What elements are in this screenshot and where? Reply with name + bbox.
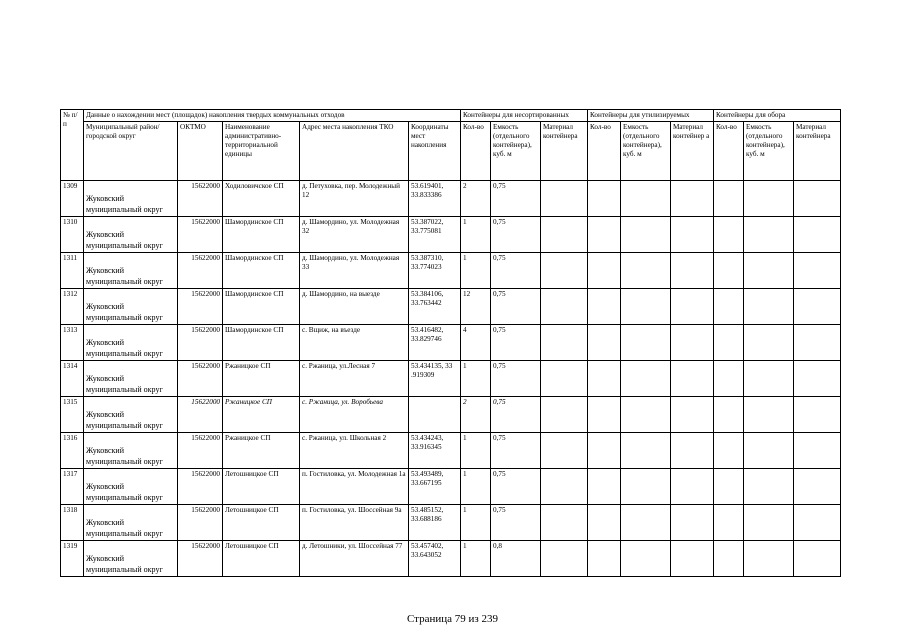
oktmo-cell: 15622000 <box>178 361 223 397</box>
container-count-cell: 2 <box>461 181 491 217</box>
territory-cell: Шамординское СП <box>223 253 300 289</box>
table-row <box>61 433 841 469</box>
empty-cell <box>794 469 841 505</box>
empty-cell <box>621 541 671 577</box>
coords-cell: 53.387022, 33.775081 <box>409 217 461 253</box>
coords-cell: 53.434243, 33.916345 <box>409 433 461 469</box>
table-row <box>61 325 841 361</box>
empty-cell <box>714 253 744 289</box>
empty-cell <box>621 325 671 361</box>
oktmo-cell: 15622000 <box>178 217 223 253</box>
municipality-cell: Жуковский муниципальный округ <box>84 505 178 541</box>
empty-cell <box>588 397 621 433</box>
empty-cell <box>541 217 588 253</box>
container-count-cell: 4 <box>461 325 491 361</box>
container-volume-cell: 0,75 <box>491 217 541 253</box>
header-oktmo: ОКТМО <box>178 122 223 181</box>
empty-cell <box>588 361 621 397</box>
header-territory: Наименование административно-территориальной единицы <box>223 122 300 181</box>
territory-cell: Летошницкое СП <box>223 541 300 577</box>
empty-cell <box>588 505 621 541</box>
municipality-cell: Жуковский муниципальный округ <box>84 325 178 361</box>
empty-cell <box>744 469 794 505</box>
empty-cell <box>588 325 621 361</box>
empty-cell <box>714 217 744 253</box>
container-count-cell: 1 <box>461 469 491 505</box>
empty-cell <box>794 181 841 217</box>
municipality-cell: Жуковский муниципальный округ <box>84 469 178 505</box>
empty-cell <box>744 541 794 577</box>
empty-cell <box>794 433 841 469</box>
address-cell: п. Гостиловка, ул. Молодежная 1а <box>300 469 409 505</box>
oktmo-cell: 15622000 <box>178 325 223 361</box>
empty-cell <box>588 289 621 325</box>
empty-cell <box>714 397 744 433</box>
empty-cell <box>541 469 588 505</box>
empty-cell <box>541 289 588 325</box>
empty-cell <box>588 253 621 289</box>
empty-cell <box>588 541 621 577</box>
address-cell: д. Шамордино, ул. Молодежная 32 <box>300 217 409 253</box>
empty-cell <box>714 505 744 541</box>
container-volume-cell: 0,75 <box>491 361 541 397</box>
header-location-group: Данные о нахождении мест (площадок) накопления твердых коммунальных отходов <box>84 110 461 122</box>
coords-cell: 53.457402, 33.643052 <box>409 541 461 577</box>
empty-cell <box>588 181 621 217</box>
address-cell: с. Ржаница, ул.Лесная 7 <box>300 361 409 397</box>
header-c-count: Кол-во <box>714 122 744 181</box>
header-c-volume: Емкость (отдельного контейнера), куб. м <box>744 122 794 181</box>
container-count-cell: 1 <box>461 541 491 577</box>
header-r-volume: Емкость (отдельного контейнера), куб. м <box>621 122 671 181</box>
container-count-cell: 1 <box>461 253 491 289</box>
empty-cell <box>744 325 794 361</box>
empty-cell <box>541 541 588 577</box>
empty-cell <box>541 505 588 541</box>
territory-cell: Летошницкое СП <box>223 505 300 541</box>
header-collect-group: Контейнеры для обора <box>714 110 841 122</box>
coords-cell <box>409 397 461 433</box>
row-number: 1316 <box>61 433 84 469</box>
address-cell: с. Вщиж, на въезде <box>300 325 409 361</box>
municipality-cell: Жуковский муниципальный округ <box>84 253 178 289</box>
table-row <box>61 361 841 397</box>
empty-cell <box>744 361 794 397</box>
empty-cell <box>621 289 671 325</box>
territory-cell: Шамординское СП <box>223 289 300 325</box>
row-number: 1314 <box>61 361 84 397</box>
header-num: № п/п <box>61 110 84 181</box>
header-u-material: Материал контейнера <box>541 122 588 181</box>
empty-cell <box>621 433 671 469</box>
empty-cell <box>714 541 744 577</box>
empty-cell <box>541 397 588 433</box>
territory-cell: Летошницкое СП <box>223 469 300 505</box>
header-row-groups <box>61 110 841 122</box>
row-number: 1310 <box>61 217 84 253</box>
empty-cell <box>541 181 588 217</box>
empty-cell <box>714 433 744 469</box>
empty-cell <box>541 433 588 469</box>
address-cell: п. Гостиловка, ул. Шоссейная 9а <box>300 505 409 541</box>
empty-cell <box>744 253 794 289</box>
empty-cell <box>794 397 841 433</box>
empty-cell <box>744 433 794 469</box>
empty-cell <box>794 253 841 289</box>
container-volume-cell: 0,75 <box>491 397 541 433</box>
empty-cell <box>794 361 841 397</box>
coords-cell: 53.387310, 33.774023 <box>409 253 461 289</box>
address-cell: д. Шамордино, на выезде <box>300 289 409 325</box>
coords-cell: 53.619401, 33.833386 <box>409 181 461 217</box>
empty-cell <box>621 397 671 433</box>
territory-cell: Шамординское СП <box>223 217 300 253</box>
header-municipality: Муниципальный район/городской округ <box>84 122 178 181</box>
row-number: 1318 <box>61 505 84 541</box>
header-address: Адрес места накопления ТКО <box>300 122 409 181</box>
empty-cell <box>671 217 714 253</box>
table-row <box>61 217 841 253</box>
oktmo-cell: 15622000 <box>178 181 223 217</box>
oktmo-cell: 15622000 <box>178 433 223 469</box>
municipality-cell: Жуковский муниципальный округ <box>84 217 178 253</box>
row-number: 1315 <box>61 397 84 433</box>
table-row <box>61 541 841 577</box>
container-count-cell: 1 <box>461 217 491 253</box>
header-unsorted-group: Контейнеры для несортированных <box>461 110 588 122</box>
coords-cell: 53.384106, 33.763442 <box>409 289 461 325</box>
header-r-material: Материал контейнер а <box>671 122 714 181</box>
row-number: 1309 <box>61 181 84 217</box>
empty-cell <box>621 253 671 289</box>
table-row <box>61 181 841 217</box>
address-cell: д. Шамордино, ул. Молодежная 33 <box>300 253 409 289</box>
container-volume-cell: 0,75 <box>491 469 541 505</box>
empty-cell <box>671 505 714 541</box>
empty-cell <box>588 433 621 469</box>
territory-cell: Ржаницкое СП <box>223 397 300 433</box>
address-cell: д. Петуховка, пер. Молодежный 12 <box>300 181 409 217</box>
municipality-cell: Жуковский муниципальный округ <box>84 397 178 433</box>
empty-cell <box>588 469 621 505</box>
oktmo-cell: 15622000 <box>178 253 223 289</box>
table-row <box>61 289 841 325</box>
row-number: 1317 <box>61 469 84 505</box>
table-row <box>61 397 841 433</box>
header-recycle-group: Контейнеры для утилизируемых <box>588 110 714 122</box>
coords-cell: 53.416482, 33.829746 <box>409 325 461 361</box>
container-count-cell: 12 <box>461 289 491 325</box>
header-u-count: Кол-во <box>461 122 491 181</box>
container-count-cell: 1 <box>461 361 491 397</box>
coords-cell: 53.493489, 33.667195 <box>409 469 461 505</box>
territory-cell: Ржаницкое СП <box>223 361 300 397</box>
empty-cell <box>794 217 841 253</box>
header-row-columns <box>61 122 841 181</box>
empty-cell <box>794 289 841 325</box>
empty-cell <box>744 289 794 325</box>
row-number: 1313 <box>61 325 84 361</box>
page-footer: Страница 79 из 239 <box>406 613 499 625</box>
empty-cell <box>714 469 744 505</box>
container-count-cell: 2 <box>461 397 491 433</box>
empty-cell <box>671 397 714 433</box>
empty-cell <box>621 181 671 217</box>
empty-cell <box>588 217 621 253</box>
empty-cell <box>621 217 671 253</box>
territory-cell: Ходиловичское СП <box>223 181 300 217</box>
oktmo-cell: 15622000 <box>178 469 223 505</box>
empty-cell <box>671 469 714 505</box>
row-number: 1312 <box>61 289 84 325</box>
header-c-material: Материал контейнера <box>794 122 841 181</box>
empty-cell <box>794 541 841 577</box>
empty-cell <box>744 505 794 541</box>
empty-cell <box>621 469 671 505</box>
empty-cell <box>744 397 794 433</box>
empty-cell <box>671 181 714 217</box>
oktmo-cell: 15622000 <box>178 397 223 433</box>
oktmo-cell: 15622000 <box>178 505 223 541</box>
table-row <box>61 469 841 505</box>
address-cell: с. Ржаница, ул. Школьная 2 <box>300 433 409 469</box>
empty-cell <box>671 253 714 289</box>
empty-cell <box>794 325 841 361</box>
container-volume-cell: 0,75 <box>491 289 541 325</box>
oktmo-cell: 15622000 <box>178 289 223 325</box>
header-r-count: Кол-во <box>588 122 621 181</box>
container-volume-cell: 0,75 <box>491 433 541 469</box>
empty-cell <box>541 325 588 361</box>
table-row <box>61 505 841 541</box>
address-cell: д. Летошники, ул. Шоссейная 77 <box>300 541 409 577</box>
container-count-cell: 1 <box>461 433 491 469</box>
container-volume-cell: 0,8 <box>491 541 541 577</box>
address-cell: с. Ржаница, ул. Воробьева <box>300 397 409 433</box>
municipality-cell: Жуковский муниципальный округ <box>84 181 178 217</box>
municipality-cell: Жуковский муниципальный округ <box>84 433 178 469</box>
municipality-cell: Жуковский муниципальный округ <box>84 289 178 325</box>
oktmo-cell: 15622000 <box>178 541 223 577</box>
empty-cell <box>744 181 794 217</box>
empty-cell <box>621 505 671 541</box>
header-u-volume: Емкость (отдельного контейнера), куб. м <box>491 122 541 181</box>
empty-cell <box>714 361 744 397</box>
container-volume-cell: 0,75 <box>491 181 541 217</box>
municipality-cell: Жуковский муниципальный округ <box>84 541 178 577</box>
empty-cell <box>794 505 841 541</box>
empty-cell <box>541 253 588 289</box>
empty-cell <box>671 361 714 397</box>
empty-cell <box>671 433 714 469</box>
empty-cell <box>714 181 744 217</box>
territory-cell: Шамординское СП <box>223 325 300 361</box>
empty-cell <box>671 325 714 361</box>
container-volume-cell: 0,75 <box>491 505 541 541</box>
coords-cell: 53.485152, 33.688186 <box>409 505 461 541</box>
empty-cell <box>671 289 714 325</box>
container-volume-cell: 0,75 <box>491 253 541 289</box>
header-coords: Координаты мест накопления <box>409 122 461 181</box>
empty-cell <box>621 361 671 397</box>
container-count-cell: 1 <box>461 505 491 541</box>
coords-cell: 53.434135, 33 .919309 <box>409 361 461 397</box>
empty-cell <box>714 289 744 325</box>
territory-cell: Ржаницкое СП <box>223 433 300 469</box>
empty-cell <box>671 541 714 577</box>
row-number: 1311 <box>61 253 84 289</box>
row-number: 1319 <box>61 541 84 577</box>
empty-cell <box>541 361 588 397</box>
waste-sites-table <box>60 109 841 577</box>
municipality-cell: Жуковский муниципальный округ <box>84 361 178 397</box>
empty-cell <box>714 325 744 361</box>
empty-cell <box>744 217 794 253</box>
container-volume-cell: 0,75 <box>491 325 541 361</box>
table-row <box>61 253 841 289</box>
